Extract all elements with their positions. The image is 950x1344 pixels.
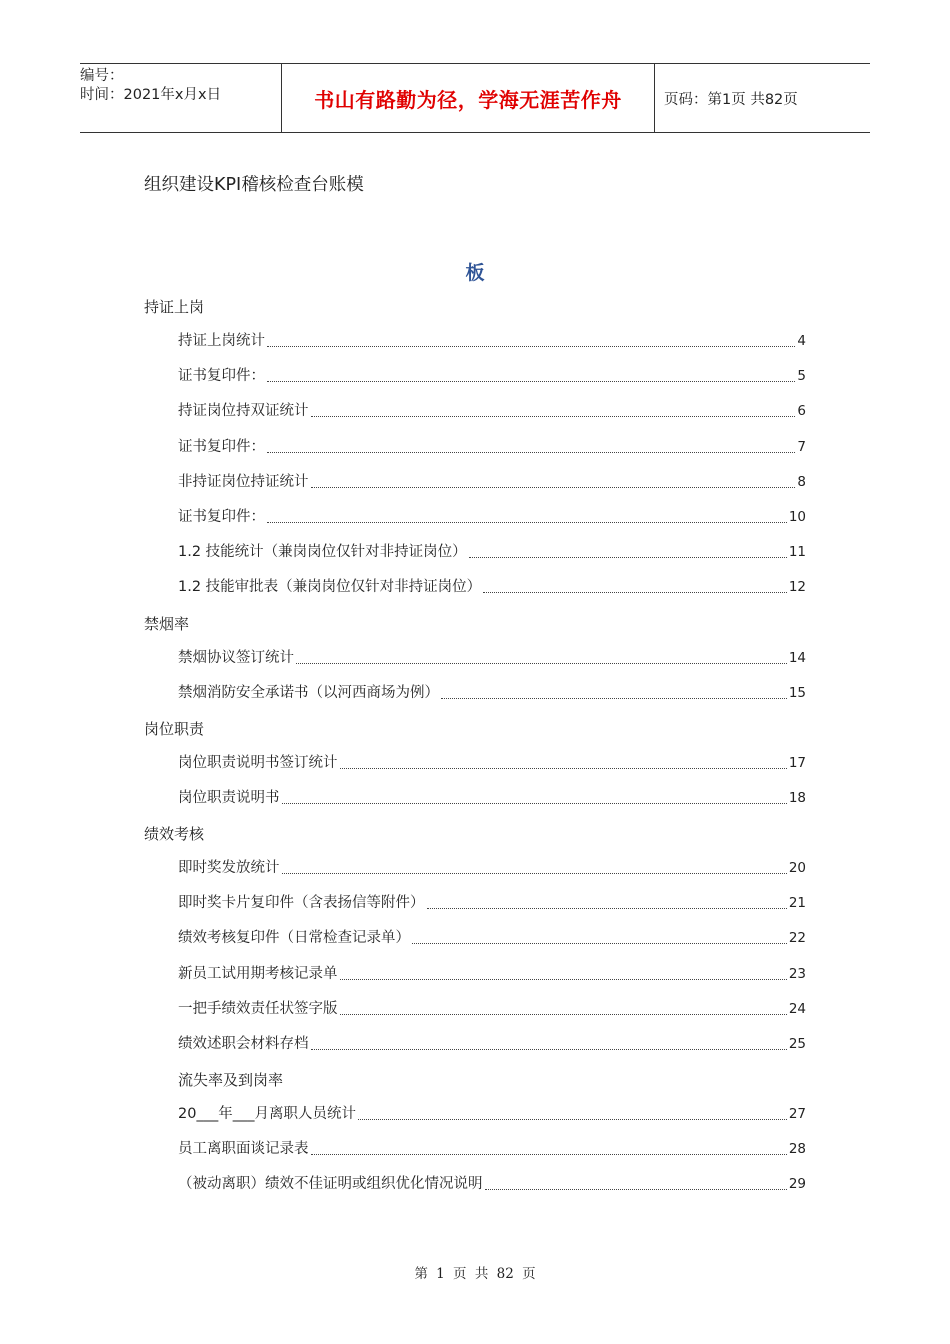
toc-entry-label: 岗位职责说明书	[178, 790, 280, 807]
toc-leader-dots	[267, 381, 795, 382]
toc-entry[interactable]	[178, 1139, 806, 1159]
toc-leader-dots	[340, 979, 787, 980]
document-title: 组织建设KPI稽核检查台账模	[144, 175, 364, 195]
toc-entry-label: 证书复印件：	[178, 368, 265, 385]
toc-entry-label: 1.2 技能审批表（兼岗岗位仅针对非持证岗位）	[178, 579, 482, 596]
page-footer: 第 1 页 共 82 页	[414, 1266, 536, 1282]
toc-leader-dots	[267, 522, 787, 523]
toc-entry[interactable]	[178, 437, 806, 457]
toc-entry-label: 即时奖卡片复印件（含表扬信等附件）	[178, 895, 425, 912]
toc-entry-label: 持证上岗统计	[178, 333, 265, 349]
toc-section-title: 绩效考核	[144, 825, 205, 843]
toc-entry[interactable]	[178, 577, 806, 597]
toc-entry-label: 1.2 技能统计（兼岗岗位仅针对非持证岗位）	[178, 544, 467, 561]
toc-section-title: 持证上岗	[144, 298, 205, 316]
toc-subsection-title: 流失率及到岗率	[178, 1071, 284, 1089]
toc-entry-label: 员工离职面谈记录表	[178, 1141, 309, 1158]
toc-entry-page: 7	[797, 438, 806, 455]
toc-entry-page: 4	[797, 333, 806, 349]
toc-entry[interactable]	[178, 1034, 806, 1054]
toc-entry-label: 一把手绩效责任状签字版	[178, 1000, 338, 1017]
toc-entry[interactable]	[178, 542, 806, 562]
toc-leader-dots	[485, 1189, 787, 1190]
toc-entry[interactable]	[178, 401, 806, 421]
toc-entry[interactable]	[178, 472, 806, 492]
toc-entry[interactable]	[178, 1174, 806, 1194]
doc-time-label: 时间：2021年x月x日	[80, 87, 222, 103]
toc-entry-page: 22	[788, 930, 806, 947]
toc-leader-dots	[427, 908, 787, 909]
toc-entry-page: 18	[788, 790, 806, 807]
toc-leader-dots	[311, 1154, 787, 1155]
toc-entry-label: 禁烟协议签订统计	[178, 650, 294, 666]
toc-section-title: 岗位职责	[144, 720, 205, 738]
toc-entry-label: （被动离职）绩效不佳证明或组织优化情况说明	[178, 1176, 483, 1193]
toc-entry-label: 岗位职责说明书签订统计	[178, 755, 338, 771]
toc-leader-dots	[358, 1119, 787, 1120]
toc-entry[interactable]	[178, 964, 806, 984]
toc-entry-label: 绩效考核复印件（日常检查记录单）	[178, 930, 410, 947]
toc-leader-dots	[340, 1014, 787, 1015]
page-header	[80, 63, 870, 133]
toc-leader-dots	[311, 487, 796, 488]
toc-entry-page: 15	[788, 685, 806, 702]
toc-entry-label: 非持证岗位持证统计	[178, 473, 309, 490]
toc-entry-page: 24	[788, 1000, 806, 1017]
toc-entry-page: 14	[788, 650, 806, 666]
toc-leader-dots	[311, 416, 796, 417]
toc-leader-dots	[267, 452, 795, 453]
toc-entry[interactable]	[178, 507, 806, 527]
toc-leader-dots	[311, 1049, 787, 1050]
toc-leader-dots	[296, 663, 787, 664]
toc-entry-label: 绩效述职会材料存档	[178, 1036, 309, 1052]
toc-entry[interactable]	[178, 858, 806, 878]
toc-leader-dots	[282, 873, 787, 874]
toc-entry-page: 29	[788, 1176, 806, 1193]
toc-entry-page: 6	[797, 403, 806, 420]
toc-entry[interactable]	[178, 893, 806, 913]
toc-entry-label: 持证岗位持双证统计	[178, 403, 309, 420]
toc-leader-dots	[469, 557, 787, 558]
toc-entry-page: 20	[788, 860, 806, 876]
toc-entry[interactable]	[178, 648, 806, 668]
toc-entry-page: 17	[788, 755, 806, 771]
toc-entry-label: 即时奖发放统计	[178, 860, 280, 876]
toc-leader-dots	[412, 943, 787, 944]
doc-number-label: 编号：	[80, 68, 124, 84]
toc-entry[interactable]	[178, 331, 806, 351]
toc-entry-page: 23	[788, 965, 806, 982]
toc-leader-dots	[267, 346, 795, 347]
toc-entry-page: 28	[788, 1141, 806, 1158]
header-meta	[80, 64, 281, 132]
toc-entry-page: 25	[788, 1036, 806, 1052]
toc-leader-dots	[441, 698, 787, 699]
toc-entry[interactable]	[178, 999, 806, 1019]
toc-entry-page: 10	[788, 509, 806, 525]
toc-entry-label: 证书复印件：	[178, 509, 265, 525]
toc-entry-page: 5	[797, 368, 806, 385]
toc-leader-dots	[483, 592, 787, 593]
toc-entry[interactable]	[178, 683, 806, 703]
toc-entry[interactable]	[178, 366, 806, 386]
toc-entry[interactable]	[178, 788, 806, 808]
toc-entry[interactable]	[178, 928, 806, 948]
toc-entry-page: 21	[788, 895, 806, 912]
header-page-info: 页码：第1页 共82页	[664, 91, 798, 108]
toc-entry-label: 20___年___月离职人员统计	[178, 1106, 356, 1122]
toc-entry[interactable]	[178, 753, 806, 773]
toc-entry-label: 禁烟消防安全承诺书（以河西商场为例）	[178, 685, 439, 702]
header-motto: 书山有路勤为径，学海无涯苦作舟	[281, 64, 655, 132]
toc-entry-page: 12	[788, 579, 806, 596]
toc-section-title: 禁烟率	[144, 615, 190, 633]
toc-entry-page: 11	[788, 544, 806, 561]
toc-entry[interactable]	[178, 1104, 806, 1124]
toc-entry-label: 新员工试用期考核记录单	[178, 965, 338, 982]
toc-entry-label: 证书复印件：	[178, 438, 265, 455]
toc-entry-page: 27	[788, 1106, 806, 1122]
toc-leader-dots	[282, 803, 787, 804]
toc-entry-page: 8	[797, 473, 806, 490]
toc-leader-dots	[340, 768, 787, 769]
toc-heading: 板	[465, 262, 485, 284]
